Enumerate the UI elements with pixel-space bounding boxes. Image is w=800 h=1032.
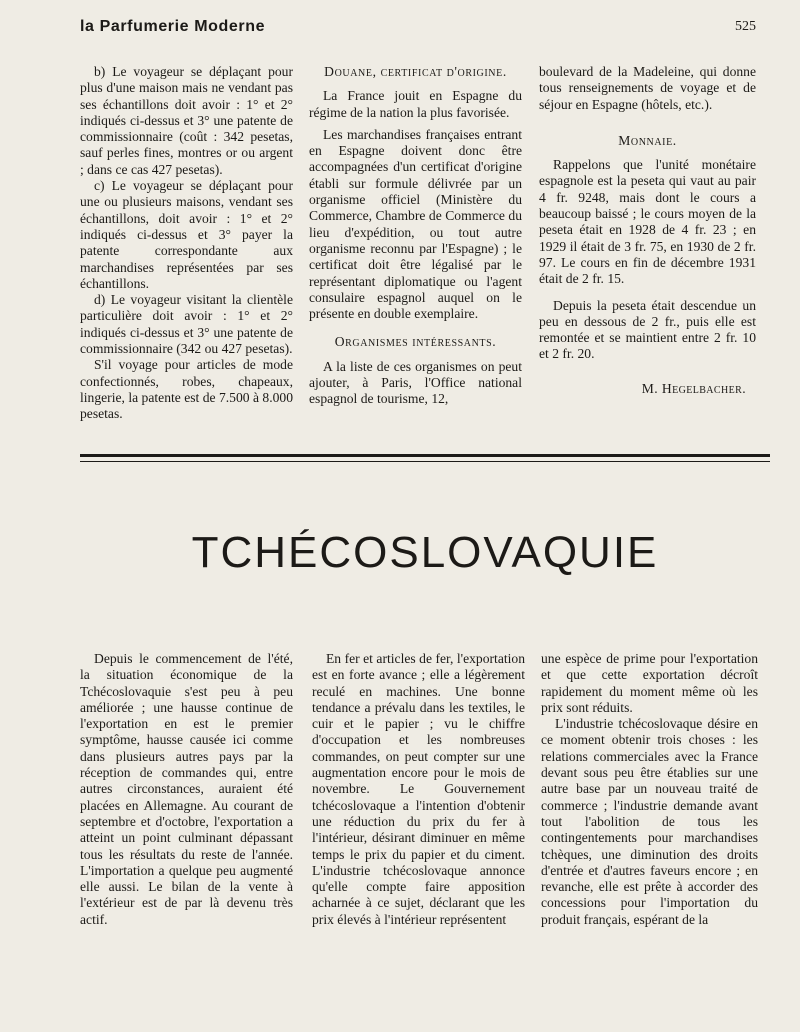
section-heading-monnaie: Monnaie. bbox=[618, 132, 677, 148]
paragraph: Depuis la peseta était descendue un peu en dessous de 2 fr., puis elle est remontée et se maintient entre 2 fr. 10 et 2 fr. 20. bbox=[539, 297, 756, 362]
running-title: la Parfumerie Moderne bbox=[80, 18, 266, 35]
paragraph: d) Le voyageur visitant la clientèle particulière doit avoir : 1° et 2° indiqués ci-dessus et 3° une patente de commissionnaire (342 ou 427 pesetas). bbox=[80, 292, 293, 357]
paragraph: Rappelons que l'unité monétaire espagnole est la peseta qui vaut au pair 4 fr. 9248, mais dont le cours a beaucoup baissé ; le cours moyen de la peseta était en 1928 de 4 fr. 23 ; en 1929 il était de 3 fr. 75, en 1930 de 2 fr. 97. Le cours en fin de décembre 1931 était de 2 fr. 15. bbox=[539, 157, 756, 287]
upper-column-2 bbox=[309, 64, 522, 408]
paragraph: En fer et articles de fer, l'exportation est en forte avance ; elle a légèrement reculé en machines. Une bonne tendance a prévalu dans les textiles, le cuir et le papier ; vu le chiffre d'occupation et les nombreuses commandes, on peut compter sur une augmentation encore pour le mois de novembre. Le Gouvernement tchécoslovaque a l'intention d'obtenir une réduction du prix du fer à l'intérieur, désirant diminuer en même temps le prix du papier et du ciment. L'industrie tchécoslovaque annonce qu'elle compte faire apposition acharnée à ce sujet, déclarant que les prix élevés à l'intérieur représentent bbox=[312, 651, 525, 927]
paragraph-continuation: boulevard de la Madeleine, qui donne tous renseignements de voyage et de séjour en Espagne (hôtels, etc.). bbox=[539, 64, 756, 112]
paragraph: A la liste de ces organismes on peut ajouter, à Paris, l'Office national espagnol de tourisme, 12, bbox=[309, 358, 522, 407]
section-divider-thin bbox=[80, 461, 770, 462]
paragraph: L'industrie tchécoslovaque désire en ce moment obtenir trois choses : les relations commerciales avec la France devant sous peu être établies sur une autre base par un nouveau traité de commerce ; l'industrie demande avant tout l'abolition de tous les contingentements pour marchandises tchèques, une diminution des droits d'entrée et d'autres faveurs encore ; en revanche, elle est prête à accorder des concessions pour l'importation du produit français, espérant de la bbox=[541, 716, 758, 927]
page-header bbox=[80, 18, 756, 40]
paragraph: La France jouit en Espagne du régime de la nation la plus favorisée. bbox=[309, 88, 522, 120]
article-column-3 bbox=[541, 651, 758, 928]
paragraph-continuation: une espèce de prime pour l'exportation et que cette exportation décroît rapidement du moment même où les prix sont réduits. bbox=[541, 651, 758, 715]
upper-column-3 bbox=[539, 64, 756, 397]
page-number: 525 bbox=[735, 19, 756, 34]
article-column-1 bbox=[80, 651, 293, 928]
paragraph: S'il voyage pour articles de mode confectionnés, robes, chapeaux, lingerie, la patente est de 7.500 à 8.000 pesetas. bbox=[80, 357, 293, 422]
paragraph: b) Le voyageur se déplaçant pour plus d'une maison mais ne vendant pas ses échantillons doit avoir : 1° et 2° indiqués ci-dessus et 3° une patente de commissionnaire (coût : 342 pesetas, sauf perles fines, montres or ou argent ; dans ce cas 427 pesetas). bbox=[80, 64, 293, 177]
section-heading-douane: Douane, certificat d'origine. bbox=[324, 64, 507, 79]
paragraph: c) Le voyageur se déplaçant pour une ou plusieurs maisons, vendant ses échantillons, doit avoir : 1° et 2° indiqués ci-dessus et 3° payer la patente correspondante aux marchandises représentées par ses échantillons. bbox=[80, 178, 293, 291]
article-title: TCHÉCOSLOVAQUIE bbox=[191, 528, 659, 577]
article-column-2 bbox=[312, 651, 525, 928]
section-divider-thick bbox=[80, 454, 770, 457]
paragraph: Les marchandises françaises entrant en Espagne doivent donc être accompagnées d'un certificat d'origine établi sur formule délivrée par un organisme officiel (Ministère du Commerce, Chambre de Commerce du lieu d'expédition, ou tout autre organisme reconnu par l'Espagne) ; le certificat doit être légalisé par le représentant diplomatique ou l'agent consulaire espagnol auquel on le présente en double exemplaire. bbox=[309, 126, 522, 322]
author-signature: M. Hegelbacher. bbox=[641, 380, 746, 396]
paragraph: Depuis le commencement de l'été, la situation économique de la Tchécoslovaquie s'est peu à peu améliorée ; une hausse continue de l'exportation en est le premier symptôme, hausse causée ici comme dans plusieurs autres pays par la réception de commandes qui, entre autres circonstances, auraient été placées en Allemagne. Au courant de septembre et d'octobre, l'exportation a atteint un point culminant dépassant tous les résultats du reste de l'année. L'importation a quelque peu augmenté elle aussi. Le bilan de la vente à l'extérieur est de par là devenu très actif. bbox=[80, 651, 293, 927]
upper-column-1 bbox=[80, 64, 293, 423]
section-heading-organismes: Organismes intéressants. bbox=[334, 334, 497, 350]
